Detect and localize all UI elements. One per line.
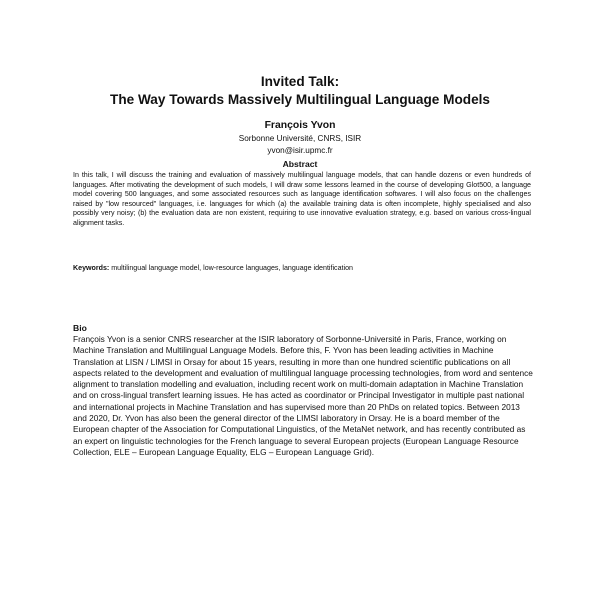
keywords-label: Keywords: — [73, 264, 110, 272]
author-name: François Yvon — [264, 120, 336, 131]
keywords-text: multilingual language model, low-resource languages, language identification — [109, 264, 353, 272]
bio-text: François Yvon is a senior CNRS researcher at the ISIR laboratory of Sorbonne-Université in Paris, France, working on Machine Translation and Multilingual Language Models. Before this, F. Yvon has been leading activities in Machine Translation at LISN / LIMSI in Orsay for about 15 years, resulting in more than one hundred scientific publications on all aspects related to the development and evaluation of multilingual language processing technologies, from word and sentence alignment to translation modelling and evaluation, including recent work on multi-domain adaptation in Machine Translation and on cross-lingual transfert learning issues. He has acted as coordinator or Principal Investigator in multiple past national and international projects in Machine Translation and has supervised more than 20 PhDs on related topics. Between 2013 and 2020, Dr. Yvon has also been the general director of the LIMSI laboratory in Orsay. He is a board member of the European chapter of the Association for Computational Linguistics, of the MetaNet network, and has recently contributed as an expert on linguistic technologies for the French language to several European projects (European Language Resource Collection, ELE – European Language Equality, ELG – European Language Grid). — [73, 334, 533, 457]
keywords — [73, 264, 531, 274]
title-line-1: Invited Talk: — [260, 74, 340, 89]
abstract-text: In this talk, I will discuss the training and evaluation of massively multilingual language models, that can handle dozens or even hundreds of languages. After motivating the development of such models, I will draw some lessons learned in the course of developing Glot500, a language model covering 500 languages, and some associated resources such as language identification softwares. I will also focus on the challenges raised by "low resourced" languages, i.e. languages for which (a) the available training data is often incomplete, highly specialised and also possibly very noisy; (b) the evaluation data are non existent, requiring to use innovative evaluation strategy, e.g. based on various cross-lingual alignment tasks. — [73, 171, 531, 227]
abstract-heading: Abstract — [282, 159, 318, 169]
title-line-2: The Way Towards Massively Multilingual Language Models — [110, 92, 490, 107]
bio-heading: Bio — [73, 323, 87, 333]
author-email: yvon@isir.upmc.fr — [267, 146, 333, 155]
author-affiliation: Sorbonne Université, CNRS, ISIR — [238, 134, 362, 143]
